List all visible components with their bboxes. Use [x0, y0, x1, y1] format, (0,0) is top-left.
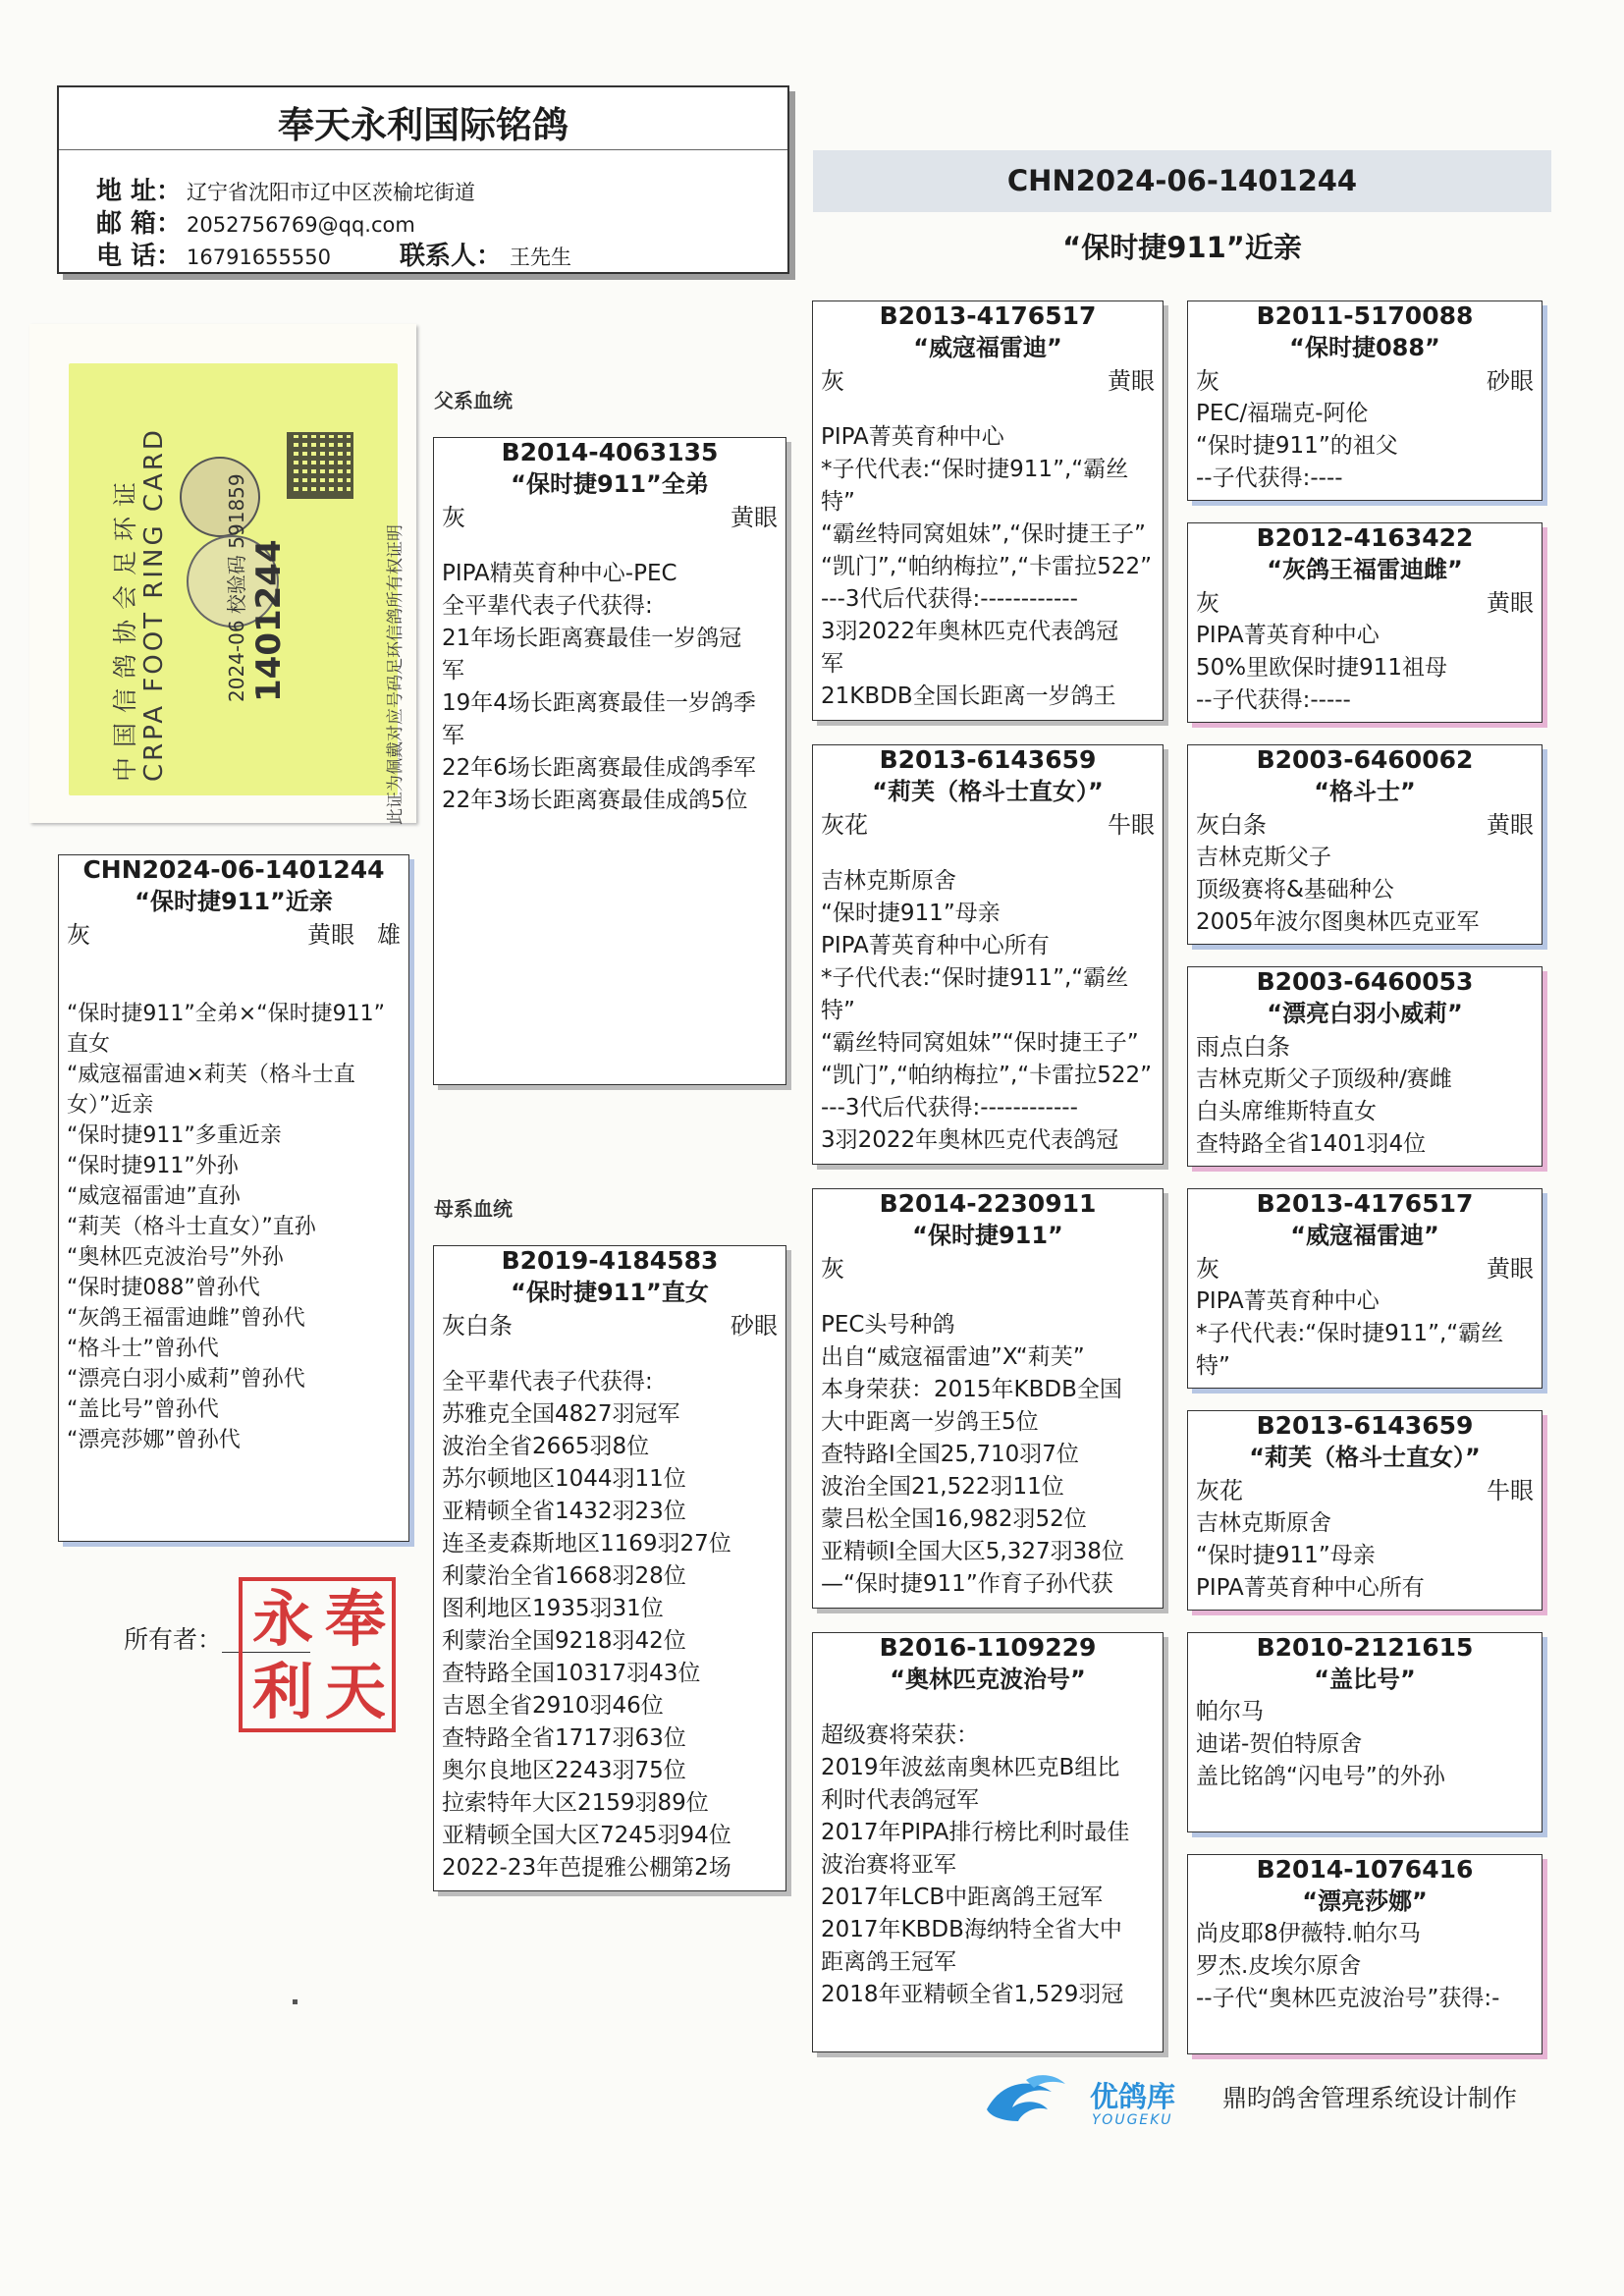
bird-eye: 牛眼 — [1487, 1477, 1534, 1504]
bird-note-line: 利蒙治全省1668羽28位 — [442, 1563, 686, 1589]
sire-line-label: 父系血统 — [434, 389, 513, 412]
bird-name: “莉芙（格斗士直女）” — [1249, 1444, 1481, 1471]
email-label: 邮 箱： — [96, 209, 183, 239]
dam-dam-card — [812, 1632, 1164, 2052]
ring-number: B2014-1076416 — [1256, 1855, 1474, 1884]
bird-note-line: --子代获得:---- — [1196, 465, 1343, 491]
subject-notes — [67, 999, 401, 1455]
bird-note-line: 吉林克斯父子顶级种/赛雌 — [1196, 1066, 1452, 1092]
ring-number: B2016-1109229 — [879, 1633, 1097, 1662]
bird-note-line: 顶级赛将&基础种公 — [1196, 877, 1394, 902]
bird-note-line: 2017年PIPA排行榜比利时最佳 — [821, 1820, 1130, 1845]
bird-note-line: 军 — [442, 658, 464, 683]
bird-eye: 黄眼 — [731, 504, 778, 531]
bird-note-line: PIPA菁英育种中心所有 — [821, 933, 1050, 958]
bird-note-line: 白头席维斯特直女 — [1196, 1099, 1377, 1124]
subject-note-line: “保时捷911”外孙 — [67, 1154, 239, 1178]
bird-note-line: “凯门”,“帕纳梅拉”,“卡雷拉522” — [821, 1063, 1153, 1088]
bird-color: 雨点白条 — [1196, 1033, 1290, 1061]
ring-number: B2011-5170088 — [1256, 301, 1474, 330]
bird-note-line: 查特路全国10317羽43位 — [442, 1661, 701, 1686]
ring-number: B2013-4176517 — [1256, 1189, 1474, 1218]
dam-dam-dam-card — [1187, 1854, 1543, 2054]
bird-color: 灰 — [1196, 1255, 1219, 1283]
bird-color: 灰 — [821, 1255, 844, 1283]
sire-sire-sire-card — [1187, 301, 1543, 501]
loft-info-box — [57, 85, 789, 274]
bird-attributes — [442, 1309, 778, 1342]
card-spacer — [821, 1285, 1155, 1309]
dam-card — [433, 1245, 786, 1891]
bird-note-line: 2017年LCB中距离鸽王冠军 — [821, 1885, 1104, 1910]
bird-note-line: PEC头号种鸽 — [821, 1312, 955, 1338]
bird-eye: 黄眼 — [1487, 811, 1534, 839]
bird-note-line: 特” — [1196, 1353, 1230, 1379]
bird-note-line: --子代“奥林匹克波治号”获得:- — [1196, 1986, 1500, 2011]
bird-color: 灰 — [442, 504, 465, 531]
subject-note-line: 直女 — [67, 1032, 111, 1057]
ring-number: B2014-2230911 — [879, 1189, 1097, 1218]
subject-note-line: “保时捷911”多重近亲 — [67, 1123, 282, 1148]
ring-card-en-title: CRPA FOOT RING CARD — [139, 427, 169, 782]
address-label: 地 址： — [96, 177, 183, 206]
bird-note-line: 盖比铭鸽“闪电号”的外孙 — [1196, 1764, 1445, 1789]
bird-note-line: 超级赛将荣获： — [821, 1722, 979, 1748]
bird-note-line: *子代代表:“保时捷911”,“霸丝 — [1196, 1321, 1504, 1346]
bird-note-line: 苏雅克全国4827羽冠军 — [442, 1401, 680, 1427]
sire-dam-card — [812, 744, 1164, 1165]
bird-name: “格斗士” — [1314, 778, 1416, 805]
bird-note-line: 2017年KBDB海纳特全省大中 — [821, 1917, 1122, 1942]
card-spacer — [821, 842, 1155, 865]
bird-attributes — [1196, 586, 1534, 620]
bird-attributes — [442, 501, 778, 534]
bird-note-line: 特” — [821, 998, 855, 1023]
bird-note-line: 21年场长距离赛最佳一岁鸽冠 — [442, 626, 742, 651]
bird-note-line: “霸丝特同窝姐妹”,“保时捷王子” — [821, 521, 1146, 547]
ring-number: B2013-4176517 — [879, 301, 1097, 330]
card-spacer — [821, 398, 1155, 421]
phone-row — [96, 236, 571, 272]
subject-name: “保时捷911”近亲 — [135, 888, 333, 915]
logo-brand-en: YOUGEKU — [1092, 2112, 1173, 2128]
bird-note-line: 军 — [821, 651, 843, 677]
bird-note-line: 奥尔良地区2243羽75位 — [442, 1758, 686, 1783]
email-row — [96, 203, 415, 240]
ring-number: B2013-6143659 — [879, 745, 1097, 774]
sire-card — [433, 437, 786, 1085]
bird-note-line: PIPA菁英育种中心 — [1196, 623, 1380, 648]
bird-color: 灰 — [1196, 589, 1219, 617]
bird-note-line: 查特路I全国25,710羽7位 — [821, 1442, 1079, 1467]
subject-ring: CHN2024-06-1401244 — [82, 855, 385, 884]
subject-note-line: “漂亮莎娜”曾孙代 — [67, 1428, 241, 1452]
bird-note-line: PIPA菁英育种中心所有 — [1196, 1575, 1425, 1601]
seal-char: 利 — [252, 1656, 314, 1727]
bird-eye: 黄眼 — [1108, 367, 1155, 395]
bird-note-line: 50%里欧保时捷911祖母 — [1196, 655, 1448, 681]
bird-attributes — [821, 364, 1155, 398]
card-spacer — [442, 1342, 778, 1366]
subject-note-line: “威寇福雷迪”直孙 — [67, 1184, 241, 1209]
bird-note-line: 22年6场长距离赛最佳成鸽季军 — [442, 755, 756, 781]
seal-char: 天 — [325, 1656, 387, 1727]
ring-number: B2003-6460053 — [1256, 967, 1474, 996]
sire-sire-card — [812, 301, 1164, 721]
bird-color: 灰花 — [1196, 1477, 1243, 1504]
bird-color: 灰 — [821, 367, 844, 395]
bird-note-line: 波治赛将亚军 — [821, 1852, 956, 1878]
ring-number: B2019-4184583 — [501, 1246, 719, 1275]
bird-attributes — [1196, 808, 1534, 842]
bird-note-line: 19年4场长距离赛最佳一岁鸽季 — [442, 690, 756, 716]
bird-color: 灰 — [1196, 367, 1219, 395]
bird-note-line: 利蒙治全国9218羽42位 — [442, 1628, 686, 1654]
foot-ring-card — [29, 324, 416, 823]
bird-note-line: 本身荣获：2015年KBDB全国 — [821, 1377, 1122, 1402]
subject-color: 灰 — [67, 921, 90, 949]
qr-code-icon — [287, 432, 353, 499]
bird-note-line: 全平辈代表子代获得: — [442, 1369, 653, 1394]
bird-attributes — [1196, 1474, 1534, 1507]
subject-attributes — [67, 918, 401, 952]
bird-note-line: “保时捷911”的祖父 — [1196, 433, 1398, 459]
bird-eye: 砂眼 — [1487, 367, 1534, 395]
bird-eye: 黄眼 — [1487, 589, 1534, 617]
subject-note-line: “保时捷088”曾孙代 — [67, 1276, 260, 1300]
bird-note-line: —“保时捷911”作育子孙代获 — [821, 1571, 1113, 1597]
bird-note-line: --子代获得:----- — [1196, 687, 1351, 713]
pedigree-ring-title: CHN2024-06-1401244 — [813, 150, 1551, 212]
address-row — [96, 171, 475, 207]
bird-note-line: 图利地区1935羽31位 — [442, 1596, 664, 1621]
bird-note-line: 2005年波尔图奥林匹克亚军 — [1196, 909, 1480, 935]
phone-value: 16791655550 — [187, 246, 331, 269]
logo-brand-name: 优鸽库 — [1090, 2080, 1176, 2113]
bird-note-line: 2022-23年芭提雅公棚第2场 — [442, 1855, 731, 1881]
bird-note-line: 波治全国21,522羽11位 — [821, 1474, 1064, 1500]
subject-note-line: “奥林匹克波治号”外孙 — [67, 1245, 284, 1270]
subject-sex: 雄 — [377, 921, 401, 949]
bird-name: “莉芙（格斗士直女）” — [872, 778, 1104, 805]
bird-eye: 黄眼 — [1487, 1255, 1534, 1283]
dam-line-label: 母系血统 — [434, 1197, 513, 1221]
subject-note-line: “威寇福雷迪×莉芙（格斗士直 — [67, 1063, 355, 1087]
bird-note-line: 特” — [821, 489, 855, 515]
dam-sire-dam-card — [1187, 1410, 1543, 1611]
ring-card-small-number: 2024-06 校验码 591859 — [225, 473, 248, 702]
bird-note-line: 吉林克斯父子 — [1196, 845, 1331, 870]
sire-sire-dam-card — [1187, 522, 1543, 723]
loft-title: 奉天永利国际铭鸽 — [278, 104, 568, 146]
bird-note-line: 苏尔顿地区1044羽11位 — [442, 1466, 686, 1492]
dam-dam-sire-card — [1187, 1632, 1543, 1832]
bird-note-line: 2018年亚精顿全省1,529羽冠 — [821, 1982, 1124, 2007]
header-divider — [59, 149, 787, 150]
bird-note-line: 连圣麦森斯地区1169羽27位 — [442, 1531, 731, 1557]
contact-label: 联系人： — [399, 242, 502, 271]
bird-note-line: 吉林克斯原舍 — [1196, 1510, 1331, 1536]
bird-attributes — [1196, 1030, 1534, 1064]
bird-note-line: 迪诺-贺伯特原舍 — [1196, 1731, 1363, 1757]
bird-note-line: 21KBDB全国长距离一岁鸽王 — [821, 683, 1116, 709]
bird-note-line: 3羽2022年奥林匹克代表鸽冠 — [821, 1127, 1119, 1153]
footer-credit: 鼎昀鸽舍管理系统设计制作 — [1222, 2084, 1518, 2112]
card-spacer — [821, 1696, 1155, 1720]
address-value: 辽宁省沈阳市辽中区茨榆坨街道 — [187, 181, 475, 204]
seal-char: 奉 — [325, 1583, 387, 1655]
bird-note-line: 2019年波兹南奥林匹克B组比 — [821, 1755, 1120, 1780]
ring-number: B2003-6460062 — [1256, 745, 1474, 774]
bird-note-line: ---3代后代获得:------------ — [821, 1095, 1078, 1121]
bird-note-line: *子代代表:“保时捷911”,“霸丝 — [821, 965, 1129, 991]
bird-note-line: “凯门”,“帕纳梅拉”,“卡雷拉522” — [821, 554, 1153, 579]
subject-bird-card — [58, 854, 409, 1542]
bird-color: 灰白条 — [442, 1312, 513, 1339]
bird-note-line: 利时代表鸽冠军 — [821, 1787, 979, 1813]
bird-name: “奥林匹克波治号” — [890, 1666, 1086, 1693]
seal-char: 永 — [252, 1583, 314, 1655]
bird-note-line: *子代代表:“保时捷911”,“霸丝 — [821, 457, 1129, 482]
contact-value: 王先生 — [510, 246, 571, 269]
subject-note-line: “灰鸽王福雷迪雌”曾孙代 — [67, 1306, 305, 1331]
subject-note-line: “盖比号”曾孙代 — [67, 1397, 219, 1422]
owner-seal-stamp — [239, 1577, 396, 1732]
bird-note-line: 亚精顿全省1432羽23位 — [442, 1499, 686, 1524]
bird-name: “保时捷911”全弟 — [511, 470, 709, 498]
bird-note-line: 亚精顿全国大区7245羽94位 — [442, 1823, 731, 1848]
bird-note-line: 军 — [442, 723, 464, 748]
dam-sire-sire-card — [1187, 1188, 1543, 1389]
bird-color: 灰花 — [821, 811, 868, 839]
subject-note-line: “漂亮白羽小威莉”曾孙代 — [67, 1367, 305, 1392]
subject-eye: 黄眼 — [307, 921, 355, 949]
sire-dam-dam-card — [1187, 966, 1543, 1167]
owner-label: 所有者： — [124, 1625, 223, 1654]
yougeku-wave-logo-icon — [983, 2070, 1067, 2123]
subject-note-line: “保时捷911”全弟×“保时捷911” — [67, 1002, 386, 1026]
bird-note-line: ---3代后代获得:------------ — [821, 586, 1078, 612]
ring-card-note: 此证为佩戴对应号码足环信鸽所有权证明 — [386, 524, 406, 825]
bird-name: “保时捷911”直女 — [511, 1279, 709, 1306]
bird-note-line: 帕尔马 — [1196, 1699, 1264, 1724]
ring-card-number: 1401244 — [249, 539, 289, 702]
bird-note-line: 吉恩全省2910羽46位 — [442, 1693, 664, 1719]
bird-name: “漂亮莎娜” — [1302, 1887, 1428, 1915]
bird-note-line: 出自“威寇福雷迪”X“莉芙” — [821, 1344, 1085, 1370]
bird-name: “保时捷911” — [912, 1222, 1063, 1249]
bird-note-line: “霸丝特同窝姐妹”“保时捷王子” — [821, 1030, 1139, 1056]
ring-number: B2012-4163422 — [1256, 523, 1474, 552]
ring-number: B2013-6143659 — [1256, 1411, 1474, 1440]
bird-attributes — [821, 808, 1155, 842]
bird-name: “盖比号” — [1314, 1666, 1416, 1693]
card-spacer — [442, 534, 778, 558]
scan-speck — [293, 1999, 298, 2004]
bird-note-line: 查特路全省1401羽4位 — [1196, 1131, 1427, 1157]
bird-note-line: 罗杰.皮埃尔原舍 — [1196, 1953, 1362, 1979]
bird-note-line: 查特路全省1717羽63位 — [442, 1725, 686, 1751]
bird-note-line: 吉林克斯原舍 — [821, 868, 956, 894]
bird-eye: 砂眼 — [731, 1312, 778, 1339]
bird-note-line: 大中距离一岁鸽王5位 — [821, 1409, 1039, 1435]
bird-note-line: 22年3场长距离赛最佳成鸽5位 — [442, 788, 748, 813]
bird-note-line: PIPA精英育种中心-PEC — [442, 561, 677, 586]
bird-color: 灰白条 — [1196, 811, 1267, 839]
bird-attributes — [1196, 1252, 1534, 1285]
bird-note-line: “保时捷911”母亲 — [1196, 1543, 1376, 1568]
bird-name: “保时捷088” — [1289, 334, 1440, 361]
bird-note-line: 3羽2022年奥林匹克代表鸽冠 — [821, 619, 1119, 644]
bird-note-line: 距离鸽王冠军 — [821, 1949, 956, 1975]
subject-note-line: 女）”近亲 — [67, 1093, 154, 1118]
bird-note-line: “保时捷911”母亲 — [821, 901, 1001, 926]
bird-name: “威寇福雷迪” — [1290, 1222, 1439, 1249]
ring-card-face — [69, 363, 406, 825]
bird-note-line: PEC/福瑞克-阿伦 — [1196, 401, 1369, 426]
bird-note-line: 拉索特年大区2159羽89位 — [442, 1790, 709, 1816]
email-value: 2052756769@qq.com — [187, 213, 415, 237]
bird-note-line: 波治全省2665羽8位 — [442, 1434, 650, 1459]
bird-eye: 牛眼 — [1108, 811, 1155, 839]
ring-number: B2010-2121615 — [1256, 1633, 1474, 1662]
bird-name: “灰鸽王福雷迪雌” — [1267, 556, 1463, 583]
bird-note-line: 全平辈代表子代获得: — [442, 593, 653, 619]
bird-note-line: PIPA菁英育种中心 — [821, 424, 1004, 450]
bird-attributes — [1196, 364, 1534, 398]
bird-note-line: 蒙吕松全国16,982羽52位 — [821, 1506, 1087, 1532]
bird-name: “漂亮白羽小威莉” — [1267, 1000, 1463, 1027]
sire-dam-sire-card — [1187, 744, 1543, 945]
ring-card-cn-title: 中国信鸽协会足环证 — [111, 471, 139, 782]
bird-note-line: 尚皮耶8伊薇特.帕尔马 — [1196, 1921, 1421, 1946]
pedigree-subtitle: “保时捷911”近亲 — [1062, 231, 1302, 264]
bird-note-line: 亚精顿I全国大区5,327羽38位 — [821, 1539, 1124, 1564]
bird-note-line: PIPA菁英育种中心 — [1196, 1288, 1380, 1314]
bird-name: “威寇福雷迪” — [913, 334, 1062, 361]
phone-label: 电 话： — [96, 242, 183, 271]
subject-note-line: “莉芙（格斗士直女）”直孙 — [67, 1215, 316, 1239]
bird-attributes — [821, 1252, 1155, 1285]
dam-sire-card — [812, 1188, 1164, 1609]
subject-note-line: “格斗士”曾孙代 — [67, 1337, 219, 1361]
ring-number: B2014-4063135 — [501, 438, 719, 466]
